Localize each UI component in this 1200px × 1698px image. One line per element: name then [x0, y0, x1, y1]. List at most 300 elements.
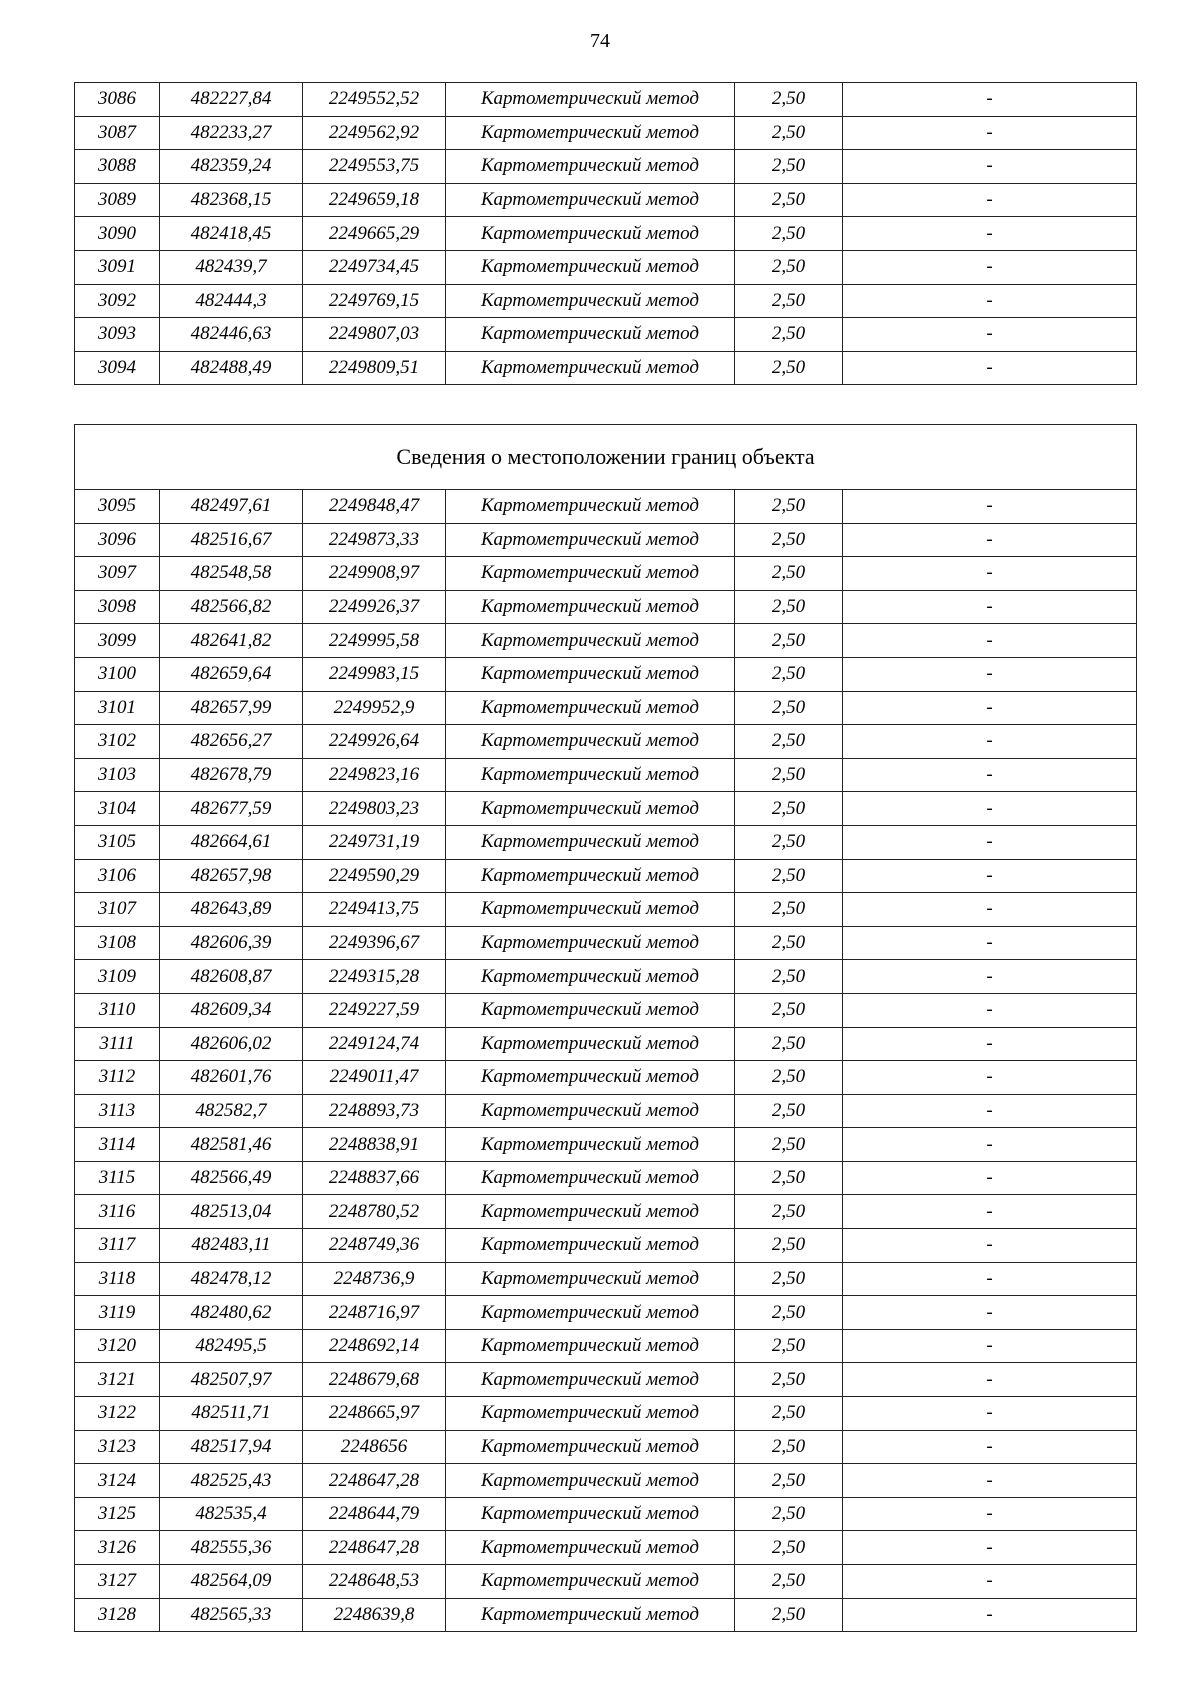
accuracy-cell: 2,50	[735, 557, 843, 591]
y-coordinate-cell: 2248893,73	[303, 1094, 446, 1128]
coordinates-table-body	[75, 83, 1137, 385]
table-row	[75, 1565, 1137, 1599]
method-cell: Картометрический метод	[446, 1497, 735, 1531]
x-coordinate-cell: 482565,33	[160, 1598, 303, 1632]
accuracy-cell: 2,50	[735, 590, 843, 624]
table-row	[75, 318, 1137, 352]
method-cell: Картометрический метод	[446, 1329, 735, 1363]
x-coordinate-cell: 482641,82	[160, 624, 303, 658]
point-number-cell: 3120	[75, 1329, 160, 1363]
accuracy-cell: 2,50	[735, 284, 843, 318]
x-coordinate-cell: 482659,64	[160, 657, 303, 691]
accuracy-cell: 2,50	[735, 1329, 843, 1363]
table-row	[75, 1128, 1137, 1162]
y-coordinate-cell: 2249315,28	[303, 960, 446, 994]
x-coordinate-cell: 482359,24	[160, 150, 303, 184]
point-number-cell: 3119	[75, 1296, 160, 1330]
x-coordinate-cell: 482608,87	[160, 960, 303, 994]
y-coordinate-cell: 2249983,15	[303, 657, 446, 691]
point-number-cell: 3124	[75, 1464, 160, 1498]
method-cell: Картометрический метод	[446, 217, 735, 251]
method-cell: Картометрический метод	[446, 1565, 735, 1599]
accuracy-cell: 2,50	[735, 624, 843, 658]
table-row	[75, 725, 1137, 759]
description-cell: -	[843, 758, 1137, 792]
method-cell: Картометрический метод	[446, 1397, 735, 1431]
x-coordinate-cell: 482480,62	[160, 1296, 303, 1330]
accuracy-cell: 2,50	[735, 893, 843, 927]
table-row	[75, 83, 1137, 117]
description-cell: -	[843, 1128, 1137, 1162]
method-cell: Картометрический метод	[446, 1128, 735, 1162]
description-cell: -	[843, 1296, 1137, 1330]
table-row	[75, 1531, 1137, 1565]
description-cell: -	[843, 624, 1137, 658]
description-cell: -	[843, 1531, 1137, 1565]
accuracy-cell: 2,50	[735, 691, 843, 725]
accuracy-cell: 2,50	[735, 792, 843, 826]
y-coordinate-cell: 2249995,58	[303, 624, 446, 658]
description-cell: -	[843, 859, 1137, 893]
x-coordinate-cell: 482606,02	[160, 1027, 303, 1061]
description-cell: -	[843, 926, 1137, 960]
method-cell: Картометрический метод	[446, 1061, 735, 1095]
x-coordinate-cell: 482548,58	[160, 557, 303, 591]
method-cell: Картометрический метод	[446, 1161, 735, 1195]
x-coordinate-cell: 482564,09	[160, 1565, 303, 1599]
description-cell: -	[843, 993, 1137, 1027]
point-number-cell: 3103	[75, 758, 160, 792]
x-coordinate-cell: 482495,5	[160, 1329, 303, 1363]
table-row	[75, 993, 1137, 1027]
point-number-cell: 3105	[75, 825, 160, 859]
accuracy-cell: 2,50	[735, 1464, 843, 1498]
method-cell: Картометрический метод	[446, 792, 735, 826]
table-row	[75, 1363, 1137, 1397]
point-number-cell: 3087	[75, 116, 160, 150]
description-cell: -	[843, 1229, 1137, 1263]
accuracy-cell: 2,50	[735, 859, 843, 893]
accuracy-cell: 2,50	[735, 1229, 843, 1263]
description-cell: -	[843, 557, 1137, 591]
point-number-cell: 3086	[75, 83, 160, 117]
accuracy-cell: 2,50	[735, 1161, 843, 1195]
method-cell: Картометрический метод	[446, 893, 735, 927]
description-cell: -	[843, 1397, 1137, 1431]
description-cell: -	[843, 1161, 1137, 1195]
x-coordinate-cell: 482488,49	[160, 351, 303, 385]
method-cell: Картометрический метод	[446, 725, 735, 759]
accuracy-cell: 2,50	[735, 351, 843, 385]
description-cell: -	[843, 1027, 1137, 1061]
description-cell: -	[843, 1464, 1137, 1498]
method-cell: Картометрический метод	[446, 150, 735, 184]
description-cell: -	[843, 657, 1137, 691]
method-cell: Картометрический метод	[446, 1430, 735, 1464]
method-cell: Картометрический метод	[446, 183, 735, 217]
y-coordinate-cell: 2249926,64	[303, 725, 446, 759]
table-row	[75, 1027, 1137, 1061]
accuracy-cell: 2,50	[735, 318, 843, 352]
accuracy-cell: 2,50	[735, 1598, 843, 1632]
method-cell: Картометрический метод	[446, 83, 735, 117]
table-row	[75, 1397, 1137, 1431]
description-cell: -	[843, 1598, 1137, 1632]
point-number-cell: 3107	[75, 893, 160, 927]
description-cell: -	[843, 1329, 1137, 1363]
description-cell: -	[843, 1363, 1137, 1397]
method-cell: Картометрический метод	[446, 859, 735, 893]
description-cell: -	[843, 490, 1137, 524]
y-coordinate-cell: 2248647,28	[303, 1464, 446, 1498]
y-coordinate-cell: 2249809,51	[303, 351, 446, 385]
description-cell: -	[843, 1430, 1137, 1464]
table-row	[75, 250, 1137, 284]
accuracy-cell: 2,50	[735, 490, 843, 524]
x-coordinate-cell: 482656,27	[160, 725, 303, 759]
y-coordinate-cell: 2248644,79	[303, 1497, 446, 1531]
table-row	[75, 1195, 1137, 1229]
table-row	[75, 926, 1137, 960]
section-title-row	[75, 425, 1137, 490]
accuracy-cell: 2,50	[735, 1397, 843, 1431]
table-row	[75, 624, 1137, 658]
x-coordinate-cell: 482566,49	[160, 1161, 303, 1195]
accuracy-cell: 2,50	[735, 825, 843, 859]
table-row	[75, 351, 1137, 385]
description-cell: -	[843, 1565, 1137, 1599]
point-number-cell: 3089	[75, 183, 160, 217]
accuracy-cell: 2,50	[735, 217, 843, 251]
x-coordinate-cell: 482664,61	[160, 825, 303, 859]
y-coordinate-cell: 2249807,03	[303, 318, 446, 352]
point-number-cell: 3127	[75, 1565, 160, 1599]
x-coordinate-cell: 482606,39	[160, 926, 303, 960]
point-number-cell: 3108	[75, 926, 160, 960]
table-row	[75, 1598, 1137, 1632]
y-coordinate-cell: 2248838,91	[303, 1128, 446, 1162]
point-number-cell: 3106	[75, 859, 160, 893]
method-cell: Картометрический метод	[446, 557, 735, 591]
x-coordinate-cell: 482444,3	[160, 284, 303, 318]
y-coordinate-cell: 2248665,97	[303, 1397, 446, 1431]
y-coordinate-cell: 2248837,66	[303, 1161, 446, 1195]
description-cell: -	[843, 150, 1137, 184]
table-row	[75, 1161, 1137, 1195]
point-number-cell: 3093	[75, 318, 160, 352]
x-coordinate-cell: 482601,76	[160, 1061, 303, 1095]
x-coordinate-cell: 482418,45	[160, 217, 303, 251]
coordinates-table-continued	[74, 82, 1137, 385]
y-coordinate-cell: 2249562,92	[303, 116, 446, 150]
table-row	[75, 657, 1137, 691]
point-number-cell: 3111	[75, 1027, 160, 1061]
point-number-cell: 3128	[75, 1598, 160, 1632]
description-cell: -	[843, 351, 1137, 385]
x-coordinate-cell: 482507,97	[160, 1363, 303, 1397]
description-cell: -	[843, 960, 1137, 994]
point-number-cell: 3097	[75, 557, 160, 591]
point-number-cell: 3112	[75, 1061, 160, 1095]
accuracy-cell: 2,50	[735, 960, 843, 994]
page-number: 74	[590, 30, 610, 52]
method-cell: Картометрический метод	[446, 490, 735, 524]
point-number-cell: 3117	[75, 1229, 160, 1263]
y-coordinate-cell: 2248639,8	[303, 1598, 446, 1632]
method-cell: Картометрический метод	[446, 657, 735, 691]
table-row	[75, 1061, 1137, 1095]
description-cell: -	[843, 284, 1137, 318]
table-row	[75, 825, 1137, 859]
description-cell: -	[843, 725, 1137, 759]
accuracy-cell: 2,50	[735, 150, 843, 184]
accuracy-cell: 2,50	[735, 1363, 843, 1397]
object-boundaries-table-body	[75, 425, 1137, 1632]
point-number-cell: 3102	[75, 725, 160, 759]
description-cell: -	[843, 1061, 1137, 1095]
y-coordinate-cell: 2249952,9	[303, 691, 446, 725]
table-row	[75, 1262, 1137, 1296]
y-coordinate-cell: 2249659,18	[303, 183, 446, 217]
point-number-cell: 3092	[75, 284, 160, 318]
x-coordinate-cell: 482657,98	[160, 859, 303, 893]
point-number-cell: 3122	[75, 1397, 160, 1431]
accuracy-cell: 2,50	[735, 993, 843, 1027]
y-coordinate-cell: 2248716,97	[303, 1296, 446, 1330]
point-number-cell: 3126	[75, 1531, 160, 1565]
y-coordinate-cell: 2249908,97	[303, 557, 446, 591]
method-cell: Картометрический метод	[446, 1262, 735, 1296]
table-row	[75, 1329, 1137, 1363]
description-cell: -	[843, 1094, 1137, 1128]
point-number-cell: 3101	[75, 691, 160, 725]
method-cell: Картометрический метод	[446, 758, 735, 792]
point-number-cell: 3090	[75, 217, 160, 251]
y-coordinate-cell: 2249848,47	[303, 490, 446, 524]
accuracy-cell: 2,50	[735, 83, 843, 117]
method-cell: Картометрический метод	[446, 1195, 735, 1229]
x-coordinate-cell: 482483,11	[160, 1229, 303, 1263]
y-coordinate-cell: 2249734,45	[303, 250, 446, 284]
x-coordinate-cell: 482525,43	[160, 1464, 303, 1498]
table-row	[75, 284, 1137, 318]
accuracy-cell: 2,50	[735, 725, 843, 759]
accuracy-cell: 2,50	[735, 1565, 843, 1599]
table-row	[75, 893, 1137, 927]
x-coordinate-cell: 482517,94	[160, 1430, 303, 1464]
accuracy-cell: 2,50	[735, 1195, 843, 1229]
point-number-cell: 3121	[75, 1363, 160, 1397]
y-coordinate-cell: 2248736,9	[303, 1262, 446, 1296]
table-row	[75, 1464, 1137, 1498]
x-coordinate-cell: 482446,63	[160, 318, 303, 352]
method-cell: Картометрический метод	[446, 960, 735, 994]
method-cell: Картометрический метод	[446, 523, 735, 557]
table-row	[75, 792, 1137, 826]
table-row	[75, 1094, 1137, 1128]
x-coordinate-cell: 482511,71	[160, 1397, 303, 1431]
table-row	[75, 1430, 1137, 1464]
table-row	[75, 183, 1137, 217]
table-row	[75, 1497, 1137, 1531]
point-number-cell: 3116	[75, 1195, 160, 1229]
y-coordinate-cell: 2248647,28	[303, 1531, 446, 1565]
point-number-cell: 3110	[75, 993, 160, 1027]
accuracy-cell: 2,50	[735, 1296, 843, 1330]
description-cell: -	[843, 523, 1137, 557]
table-row	[75, 1296, 1137, 1330]
method-cell: Картометрический метод	[446, 1598, 735, 1632]
description-cell: -	[843, 250, 1137, 284]
y-coordinate-cell: 2249552,52	[303, 83, 446, 117]
method-cell: Картометрический метод	[446, 825, 735, 859]
accuracy-cell: 2,50	[735, 250, 843, 284]
method-cell: Картометрический метод	[446, 116, 735, 150]
table-row	[75, 557, 1137, 591]
x-coordinate-cell: 482513,04	[160, 1195, 303, 1229]
table-row	[75, 758, 1137, 792]
accuracy-cell: 2,50	[735, 1128, 843, 1162]
method-cell: Картометрический метод	[446, 1094, 735, 1128]
x-coordinate-cell: 482233,27	[160, 116, 303, 150]
y-coordinate-cell: 2249396,67	[303, 926, 446, 960]
point-number-cell: 3095	[75, 490, 160, 524]
accuracy-cell: 2,50	[735, 183, 843, 217]
y-coordinate-cell: 2249124,74	[303, 1027, 446, 1061]
method-cell: Картометрический метод	[446, 1464, 735, 1498]
y-coordinate-cell: 2249873,33	[303, 523, 446, 557]
y-coordinate-cell: 2249823,16	[303, 758, 446, 792]
y-coordinate-cell: 2249590,29	[303, 859, 446, 893]
accuracy-cell: 2,50	[735, 1027, 843, 1061]
y-coordinate-cell: 2248780,52	[303, 1195, 446, 1229]
x-coordinate-cell: 482678,79	[160, 758, 303, 792]
y-coordinate-cell: 2249769,15	[303, 284, 446, 318]
point-number-cell: 3104	[75, 792, 160, 826]
description-cell: -	[843, 792, 1137, 826]
accuracy-cell: 2,50	[735, 1061, 843, 1095]
accuracy-cell: 2,50	[735, 657, 843, 691]
y-coordinate-cell: 2248656	[303, 1430, 446, 1464]
x-coordinate-cell: 482535,4	[160, 1497, 303, 1531]
description-cell: -	[843, 590, 1137, 624]
point-number-cell: 3113	[75, 1094, 160, 1128]
accuracy-cell: 2,50	[735, 926, 843, 960]
y-coordinate-cell: 2248679,68	[303, 1363, 446, 1397]
table-row	[75, 116, 1137, 150]
accuracy-cell: 2,50	[735, 1531, 843, 1565]
point-number-cell: 3098	[75, 590, 160, 624]
point-number-cell: 3115	[75, 1161, 160, 1195]
table-row	[75, 150, 1137, 184]
accuracy-cell: 2,50	[735, 1262, 843, 1296]
y-coordinate-cell: 2249731,19	[303, 825, 446, 859]
description-cell: -	[843, 217, 1137, 251]
x-coordinate-cell: 482657,99	[160, 691, 303, 725]
x-coordinate-cell: 482497,61	[160, 490, 303, 524]
accuracy-cell: 2,50	[735, 523, 843, 557]
method-cell: Картометрический метод	[446, 1363, 735, 1397]
y-coordinate-cell: 2249803,23	[303, 792, 446, 826]
method-cell: Картометрический метод	[446, 1229, 735, 1263]
x-coordinate-cell: 482566,82	[160, 590, 303, 624]
accuracy-cell: 2,50	[735, 116, 843, 150]
description-cell: -	[843, 1195, 1137, 1229]
x-coordinate-cell: 482439,7	[160, 250, 303, 284]
accuracy-cell: 2,50	[735, 1430, 843, 1464]
accuracy-cell: 2,50	[735, 1497, 843, 1531]
point-number-cell: 3094	[75, 351, 160, 385]
table-row	[75, 490, 1137, 524]
method-cell: Картометрический метод	[446, 993, 735, 1027]
point-number-cell: 3091	[75, 250, 160, 284]
table-row	[75, 590, 1137, 624]
method-cell: Картометрический метод	[446, 590, 735, 624]
y-coordinate-cell: 2249665,29	[303, 217, 446, 251]
method-cell: Картометрический метод	[446, 351, 735, 385]
description-cell: -	[843, 1497, 1137, 1531]
y-coordinate-cell: 2249413,75	[303, 893, 446, 927]
y-coordinate-cell: 2249011,47	[303, 1061, 446, 1095]
table-row	[75, 217, 1137, 251]
point-number-cell: 3114	[75, 1128, 160, 1162]
x-coordinate-cell: 482609,34	[160, 993, 303, 1027]
description-cell: -	[843, 183, 1137, 217]
point-number-cell: 3096	[75, 523, 160, 557]
description-cell: -	[843, 1262, 1137, 1296]
y-coordinate-cell: 2249553,75	[303, 150, 446, 184]
point-number-cell: 3109	[75, 960, 160, 994]
point-number-cell: 3099	[75, 624, 160, 658]
y-coordinate-cell: 2249227,59	[303, 993, 446, 1027]
method-cell: Картометрический метод	[446, 624, 735, 658]
table-row	[75, 960, 1137, 994]
description-cell: -	[843, 116, 1137, 150]
point-number-cell: 3125	[75, 1497, 160, 1531]
point-number-cell: 3100	[75, 657, 160, 691]
method-cell: Картометрический метод	[446, 1027, 735, 1061]
accuracy-cell: 2,50	[735, 758, 843, 792]
table-row	[75, 1229, 1137, 1263]
y-coordinate-cell: 2249926,37	[303, 590, 446, 624]
description-cell: -	[843, 893, 1137, 927]
object-boundaries-table	[74, 424, 1137, 1632]
accuracy-cell: 2,50	[735, 1094, 843, 1128]
x-coordinate-cell: 482677,59	[160, 792, 303, 826]
section-title: Сведения о местоположении границ объекта	[75, 425, 1137, 490]
method-cell: Картометрический метод	[446, 318, 735, 352]
point-number-cell: 3123	[75, 1430, 160, 1464]
method-cell: Картометрический метод	[446, 1531, 735, 1565]
x-coordinate-cell: 482516,67	[160, 523, 303, 557]
table-row	[75, 859, 1137, 893]
description-cell: -	[843, 83, 1137, 117]
description-cell: -	[843, 825, 1137, 859]
y-coordinate-cell: 2248648,53	[303, 1565, 446, 1599]
x-coordinate-cell: 482581,46	[160, 1128, 303, 1162]
x-coordinate-cell: 482555,36	[160, 1531, 303, 1565]
method-cell: Картометрический метод	[446, 284, 735, 318]
table-row	[75, 523, 1137, 557]
point-number-cell: 3088	[75, 150, 160, 184]
method-cell: Картометрический метод	[446, 926, 735, 960]
method-cell: Картометрический метод	[446, 250, 735, 284]
x-coordinate-cell: 482478,12	[160, 1262, 303, 1296]
x-coordinate-cell: 482368,15	[160, 183, 303, 217]
method-cell: Картометрический метод	[446, 691, 735, 725]
x-coordinate-cell: 482582,7	[160, 1094, 303, 1128]
x-coordinate-cell: 482643,89	[160, 893, 303, 927]
